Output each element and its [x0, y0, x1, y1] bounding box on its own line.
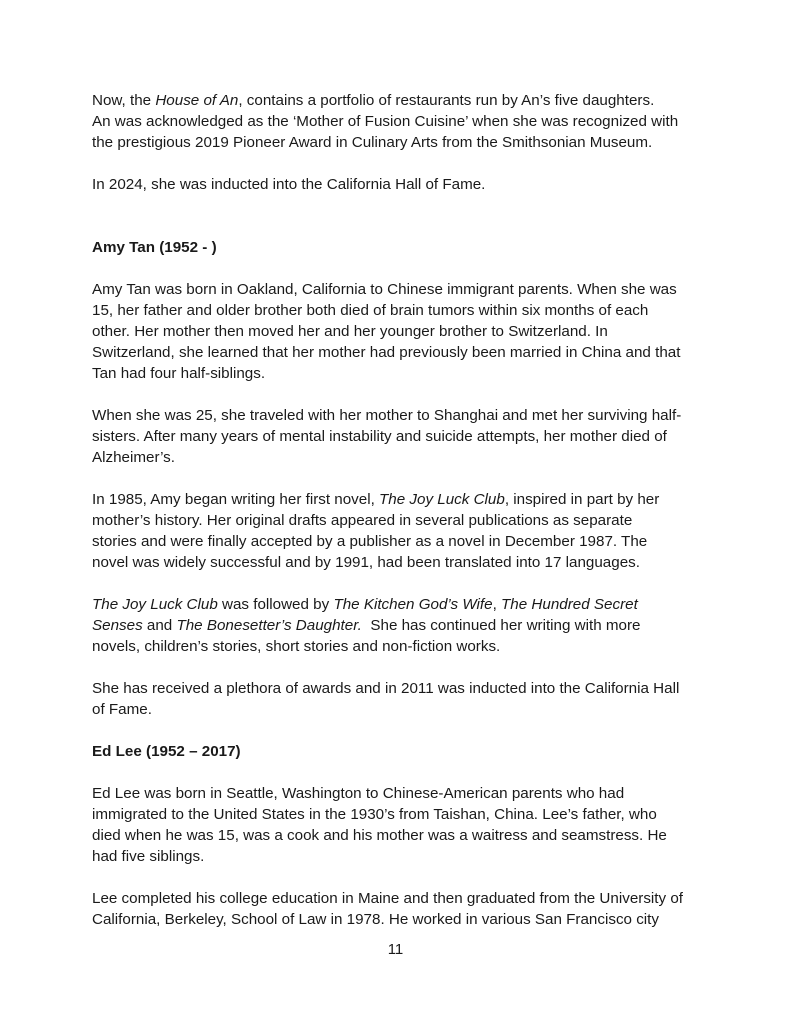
- paragraph-hall-of-fame: In 2024, she was inducted into the California Hall of Fame.: [92, 176, 486, 193]
- text-span: Now, the: [92, 92, 156, 109]
- text-line: An was acknowledged as the ‘Mother of Fusion Cuisine’ when she was recognized with: [92, 113, 679, 130]
- text-line: died when he was 15, was a cook and his mother was a waitress and seamstress. He: [92, 827, 667, 844]
- text-span: ,: [492, 596, 502, 613]
- text-line: Tan had four half-siblings.: [92, 365, 266, 382]
- paragraph-house-of-an: [92, 90, 712, 153]
- page-number: 11: [387, 941, 404, 958]
- text-line: sisters. After many years of mental instability and suicide attempts, her mother died of: [92, 428, 667, 445]
- text-line: Alzheimer’s.: [92, 449, 175, 466]
- text-span: and: [142, 617, 177, 634]
- text-line: novel was widely successful and by 1991, had been translated into 17 languages.: [92, 554, 640, 571]
- text-line: When she was 25, she traveled with her mother to Shanghai and met her surviving half-: [92, 407, 682, 424]
- paragraph-ed-lee-early-life: [92, 783, 712, 867]
- text-line: of Fame.: [92, 701, 152, 718]
- document-page: [92, 90, 712, 930]
- paragraph-amy-tan-shanghai: [92, 405, 712, 468]
- section-heading-ed-lee: Ed Lee (1952 – 2017): [92, 743, 241, 760]
- text-line: other. Her mother then moved her and her younger brother to Switzerland. In: [92, 323, 608, 340]
- paragraph-ed-lee-education: [92, 888, 712, 930]
- text-span: , inspired in part by her: [504, 491, 660, 508]
- book-title: The Joy Luck Club: [92, 596, 218, 613]
- paragraph-amy-tan-joy-luck-club: [92, 489, 712, 573]
- text-line: Lee completed his college education in Maine and then graduated from the University of: [92, 890, 683, 907]
- paragraph-amy-tan-early-life: [92, 279, 712, 384]
- book-title: The Kitchen God’s Wife: [333, 596, 493, 613]
- book-title: The Hundred Secret: [501, 596, 638, 613]
- text-line: Amy Tan was born in Oakland, California to Chinese immigrant parents. When she was: [92, 281, 677, 298]
- text-line: novels, children’s stories, short stories and non-fiction works.: [92, 638, 501, 655]
- text-line: California, Berkeley, School of Law in 1978. He worked in various San Francisco city: [92, 911, 659, 928]
- book-title: The Bonesetter’s Daughter.: [176, 617, 362, 634]
- text-span: , contains a portfolio of restaurants run by An’s five daughters.: [238, 92, 655, 109]
- text-line: mother’s history. Her original drafts appeared in several publications as separate: [92, 512, 633, 529]
- text-line: 15, her father and older brother both died of brain tumors within six months of each: [92, 302, 649, 319]
- text-span: She has continued her writing with more: [361, 617, 641, 634]
- text-span: In 1985, Amy began writing her first novel,: [92, 491, 380, 508]
- text-span: was followed by: [217, 596, 334, 613]
- text-line: Ed Lee was born in Seattle, Washington to Chinese-American parents who had: [92, 785, 625, 802]
- book-title: Senses: [92, 617, 143, 634]
- book-title: House of An: [155, 92, 239, 109]
- text-line: stories and were finally accepted by a publisher as a novel in December 1987. The: [92, 533, 648, 550]
- book-title: The Joy Luck Club: [379, 491, 505, 508]
- text-line: Switzerland, she learned that her mother had previously been married in China and that: [92, 344, 681, 361]
- paragraph-amy-tan-awards: [92, 678, 712, 720]
- text-line: immigrated to the United States in the 1930’s from Taishan, China. Lee’s father, who: [92, 806, 657, 823]
- text-line: the prestigious 2019 Pioneer Award in Culinary Arts from the Smithsonian Museum.: [92, 134, 653, 151]
- section-heading-amy-tan: Amy Tan (1952 - ): [92, 239, 217, 256]
- text-line: had five siblings.: [92, 848, 205, 865]
- text-line: She has received a plethora of awards and in 2011 was inducted into the California Hall: [92, 680, 680, 697]
- paragraph-amy-tan-works: [92, 594, 712, 657]
